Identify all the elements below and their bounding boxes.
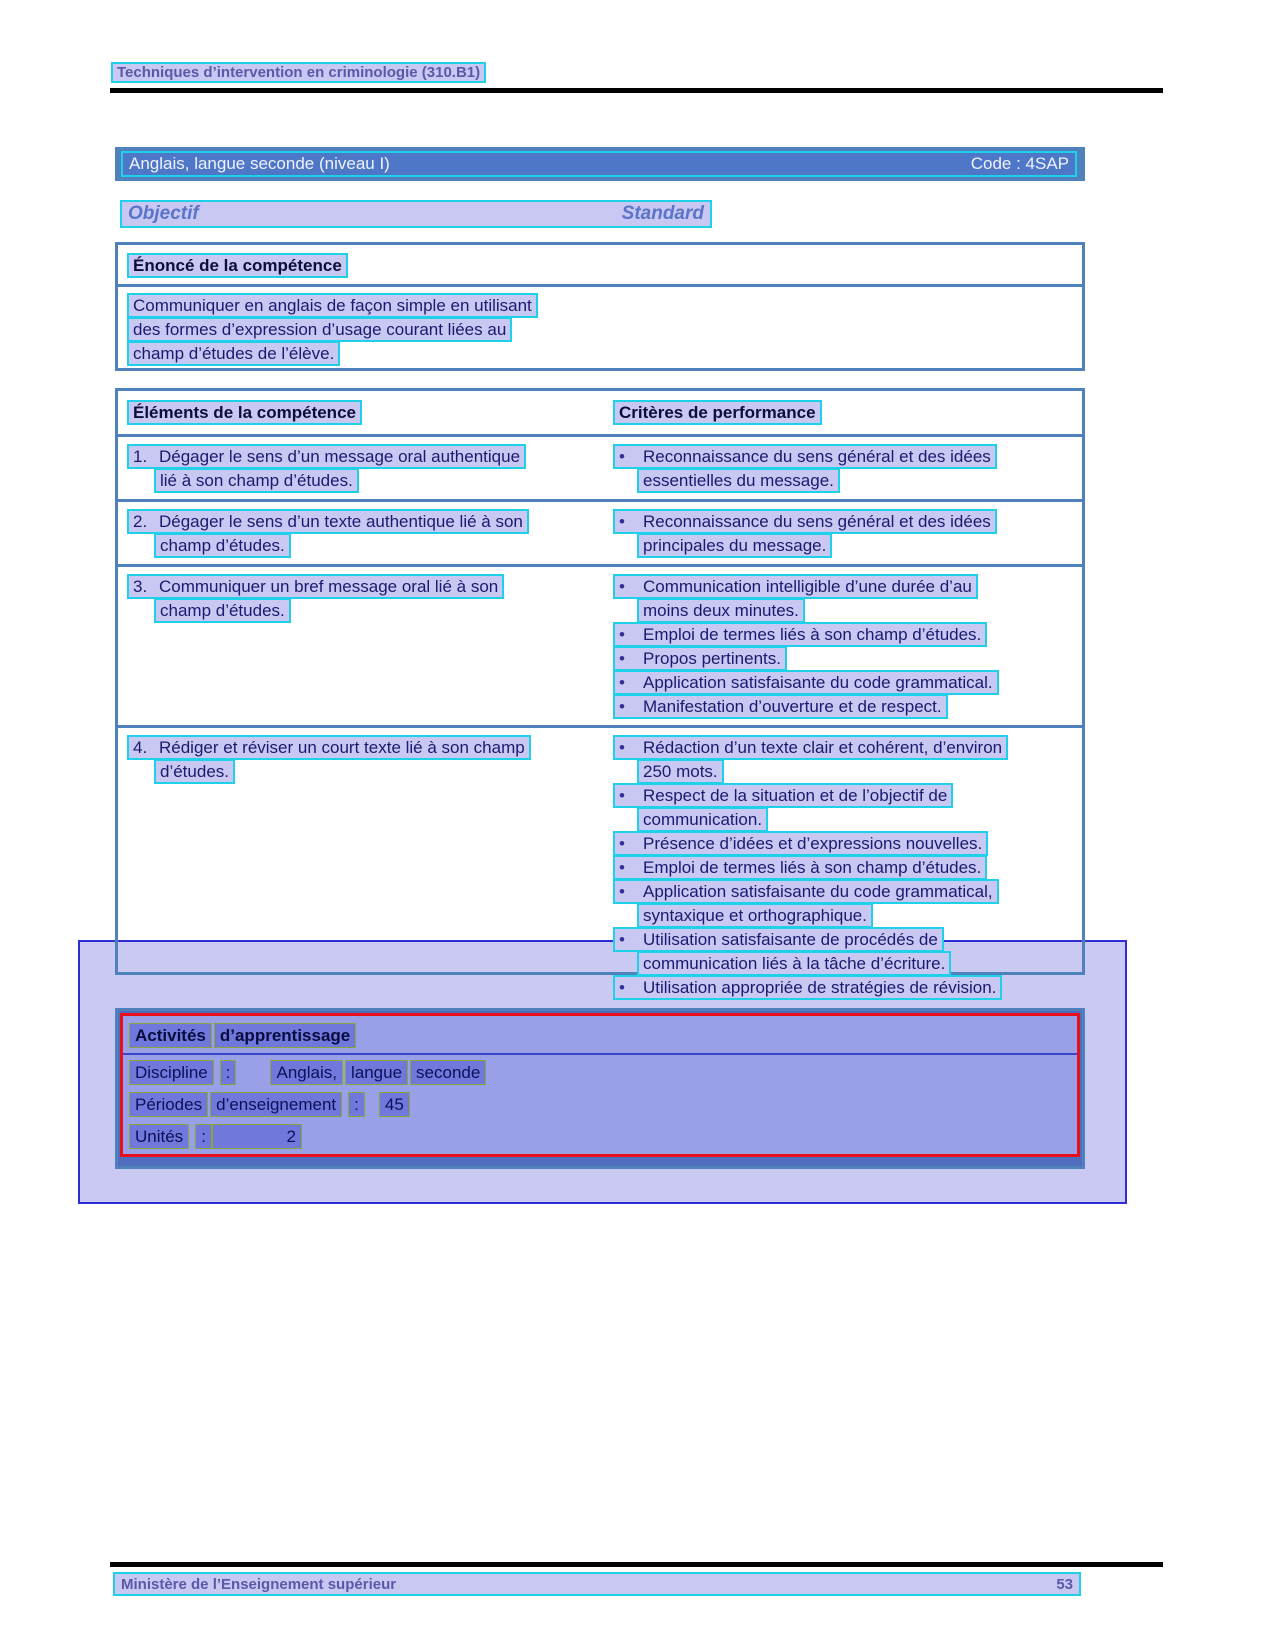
col-header-elements: Éléments de la compétence: [127, 400, 362, 425]
course-code: Code : 4SAP: [970, 154, 1069, 173]
enonce-line: champ d’études de l’élève.: [127, 341, 340, 366]
bullet-icon: •: [619, 882, 625, 901]
criterion-line: communication liés à la tâche d’écriture.: [637, 951, 951, 976]
activites-header-row: [123, 1016, 1077, 1055]
criterion-line: syntaxique et orthographique.: [637, 903, 873, 928]
table-row: [118, 499, 1082, 564]
criterion-line: moins deux minutes.: [637, 598, 805, 623]
table-row: [118, 564, 1082, 725]
footer: [113, 1572, 1081, 1596]
unites-colon: :: [195, 1124, 212, 1149]
enonce-line: des formes d’expression d’usage courant liées au: [127, 317, 512, 342]
element-line: Dégager le sens d’un texte authentique lié à son: [159, 512, 523, 531]
enonce-body: [118, 287, 1082, 371]
table-row: [118, 437, 1082, 499]
bullet-icon: •: [619, 447, 625, 466]
col-header-criteres: Critères de performance: [613, 400, 822, 425]
bullet-icon: •: [619, 834, 625, 853]
footer-rule: [110, 1562, 1163, 1567]
bullet-icon: •: [619, 858, 625, 877]
criterion-line: Propos pertinents.: [643, 649, 781, 668]
enonce-header: Énoncé de la compétence: [127, 253, 348, 278]
criterion-line: Présence d’idées et d’expressions nouvelles.: [643, 834, 983, 853]
course-title-highlight: [121, 151, 1077, 177]
criterion-line: Communication intelligible d’une durée d’au: [643, 577, 972, 596]
bullet-icon: •: [619, 786, 625, 805]
element-number: 3.: [133, 577, 148, 596]
bullet-icon: •: [619, 577, 625, 596]
activites-box: [115, 1008, 1085, 1169]
criterion-line: Reconnaissance du sens général et des idées: [643, 512, 991, 531]
standard-label: Standard: [621, 203, 704, 224]
activites-red-frame: [120, 1013, 1080, 1157]
page-number: 53: [1056, 1575, 1073, 1593]
criterion-line: Respect de la situation et de l’objectif de: [643, 786, 948, 805]
course-title-bar: [115, 147, 1085, 181]
bullet-icon: •: [619, 625, 625, 644]
element-line: champ d’études.: [154, 598, 291, 623]
element-line: lié à son champ d’études.: [154, 468, 359, 493]
discipline-row: [123, 1060, 1077, 1087]
page-header-title: Techniques d’intervention en criminologie (310.B1): [111, 62, 486, 83]
competence-table-header: [118, 391, 1082, 437]
bullet-icon: •: [619, 978, 625, 997]
header-rule: [110, 88, 1163, 93]
criterion-line: Reconnaissance du sens général et des idées: [643, 447, 991, 466]
criterion-line: Manifestation d’ouverture et de respect.: [643, 697, 942, 716]
element-line: Rédiger et réviser un court texte lié à son champ: [159, 738, 525, 757]
bullet-icon: •: [619, 738, 625, 757]
unites-value: 2: [212, 1124, 302, 1149]
bullet-icon: •: [619, 697, 625, 716]
element-line: Communiquer un bref message oral lié à son: [159, 577, 499, 596]
enonce-line: Communiquer en anglais de façon simple en utilisant: [127, 293, 538, 318]
criterion-line: essentielles du message.: [637, 468, 840, 493]
objectif-standard-row: [120, 200, 712, 228]
element-number: 2.: [133, 512, 148, 531]
table-row: [118, 725, 1082, 1006]
bullet-icon: •: [619, 930, 625, 949]
criterion-line: 250 mots.: [637, 759, 724, 784]
criterion-line: Application satisfaisante du code grammatical.: [643, 673, 993, 692]
criterion-line: Utilisation appropriée de stratégies de révision.: [643, 978, 997, 997]
element-line: champ d’études.: [154, 533, 291, 558]
criterion-line: Emploi de termes liés à son champ d’études.: [643, 858, 982, 877]
element-number: 1.: [133, 447, 148, 466]
discipline-label: Discipline: [129, 1060, 214, 1085]
criterion-line: principales du message.: [637, 533, 832, 558]
periodes-colon: :: [348, 1092, 365, 1117]
objectif-label: Objectif: [128, 203, 199, 224]
competence-table: [115, 388, 1085, 997]
activites-header-word: d’apprentissage: [214, 1023, 356, 1048]
element-line: d’études.: [154, 759, 235, 784]
discipline-value-word: seconde: [410, 1060, 486, 1085]
criterion-line: Application satisfaisante du code grammatical,: [643, 882, 993, 901]
criterion-line: communication.: [637, 807, 768, 832]
unites-row: [123, 1124, 1077, 1151]
unites-label: Unités: [129, 1124, 189, 1149]
course-title: Anglais, langue seconde (niveau I): [129, 154, 390, 173]
periodes-label-word: Périodes: [129, 1092, 208, 1117]
element-number: 4.: [133, 738, 148, 757]
footer-text: Ministère de l’Enseignement supérieur: [121, 1575, 397, 1593]
discipline-value-word: langue: [345, 1060, 408, 1085]
periodes-label-word: d’enseignement: [210, 1092, 342, 1117]
criterion-line: Emploi de termes liés à son champ d’études.: [643, 625, 982, 644]
discipline-colon: :: [220, 1060, 237, 1085]
enonce-table: [115, 242, 1085, 371]
activites-header-word: Activités: [129, 1023, 212, 1048]
element-line: Dégager le sens d’un message oral authentique: [159, 447, 521, 466]
criterion-line: Rédaction d’un texte clair et cohérent, d’environ: [643, 738, 1003, 757]
discipline-value-word: Anglais,: [270, 1060, 342, 1085]
periodes-value: 45: [379, 1092, 410, 1117]
bullet-icon: •: [619, 673, 625, 692]
bullet-icon: •: [619, 512, 625, 531]
bullet-icon: •: [619, 649, 625, 668]
criterion-line: Utilisation satisfaisante de procédés de: [643, 930, 938, 949]
enonce-header-row: [118, 245, 1082, 287]
periodes-row: [123, 1092, 1077, 1119]
